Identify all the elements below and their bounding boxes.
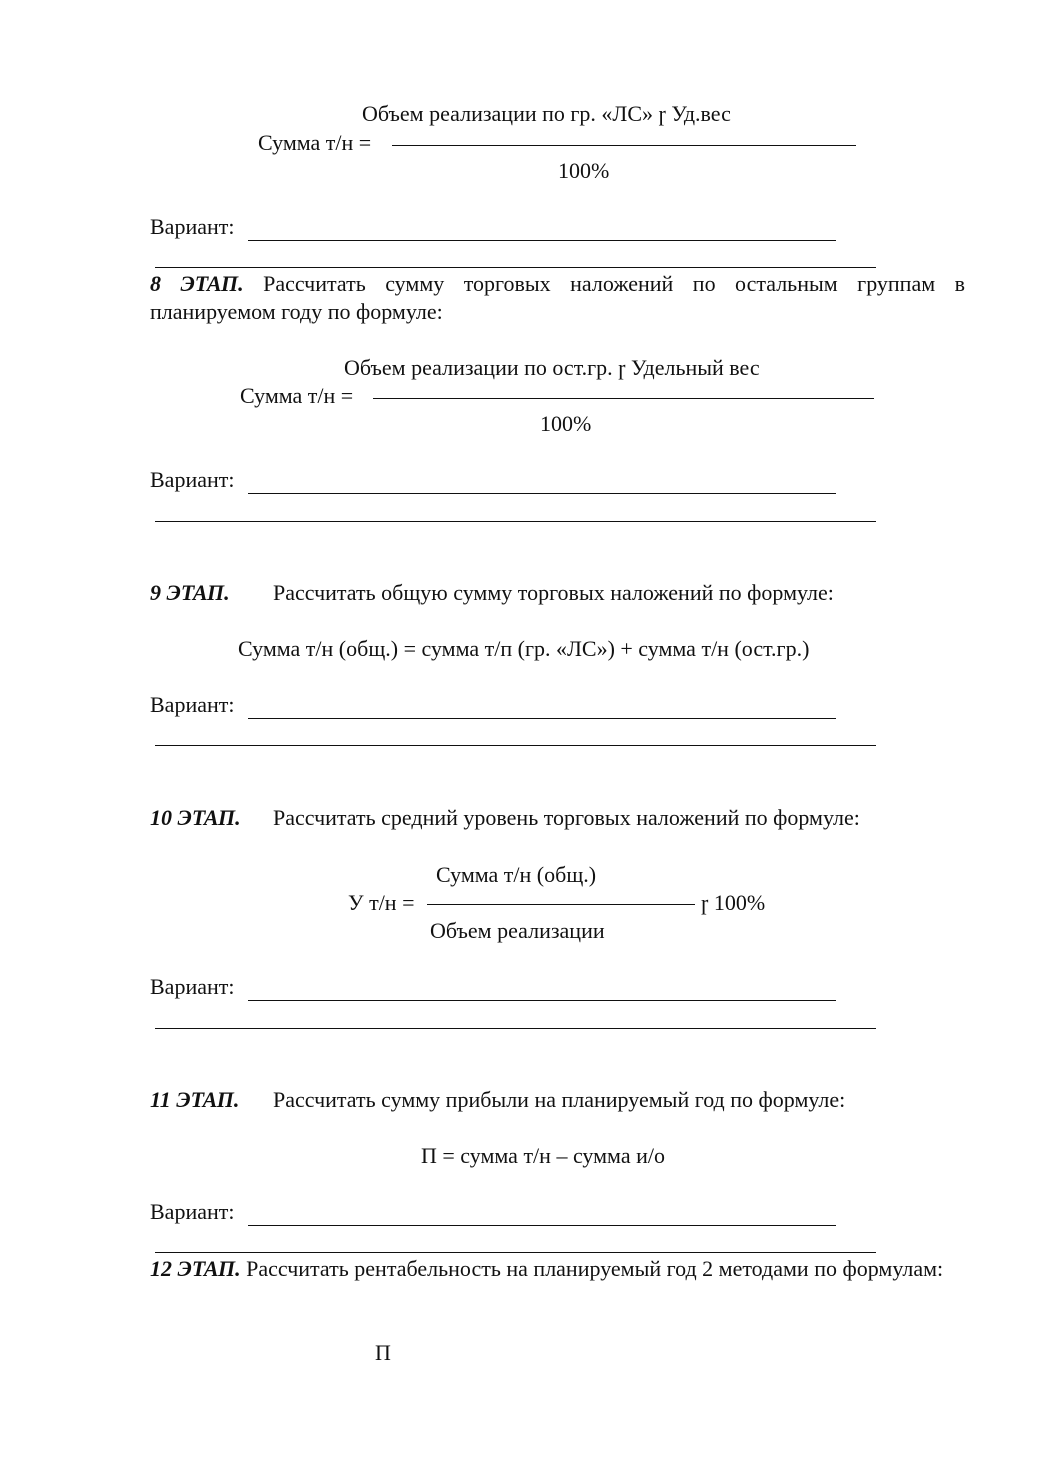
stage-8-text: Рассчитать сумму торговых наложений по остальным группам в планируемом году по формуле: — [150, 271, 965, 324]
stage-9-label: 9 ЭТАП. — [150, 580, 230, 605]
variant-label: Вариант: — [150, 467, 235, 492]
stage-12-paragraph — [150, 1255, 965, 1283]
formula-lhs: Сумма т/н = — [258, 130, 372, 155]
answer-line[interactable] — [155, 1028, 876, 1029]
fraction-bar — [427, 904, 695, 905]
variant-label: Вариант: — [150, 214, 235, 239]
formula-numerator: Объем реализации по ост.гр. ɼ Удельный вес — [344, 355, 760, 380]
formula-suffix: ɼ 100% — [701, 890, 766, 915]
formula-lhs: Сумма т/н = — [240, 383, 354, 408]
stage-9-formula: Сумма т/н (общ.) = сумма т/п (гр. «ЛС») + сумма т/н (ост.гр.) — [238, 636, 810, 661]
answer-line[interactable] — [155, 521, 876, 522]
answer-line[interactable] — [248, 1225, 836, 1226]
variant-label: Вариант: — [150, 974, 235, 999]
stage-9-text: Рассчитать общую сумму торговых наложений по формуле: — [273, 580, 834, 605]
answer-line[interactable] — [248, 493, 836, 494]
formula-lhs: У т/н = — [348, 890, 415, 915]
fraction-bar — [373, 398, 874, 399]
stage-10-label: 10 ЭТАП. — [150, 805, 241, 830]
stage-11-label: 11 ЭТАП. — [150, 1087, 240, 1112]
answer-line[interactable] — [155, 1252, 876, 1253]
formula-numerator: Объем реализации по гр. «ЛС» ɼ Уд.вес — [362, 101, 731, 126]
formula-denominator: 100% — [540, 411, 592, 436]
variant-label: Вариант: — [150, 692, 235, 717]
answer-line[interactable] — [248, 1000, 836, 1001]
answer-line[interactable] — [248, 718, 836, 719]
formula-denominator: Объем реализации — [430, 918, 605, 943]
stage-11-formula: П = сумма т/н – сумма и/о — [421, 1143, 665, 1168]
formula-numerator: Сумма т/н (общ.) — [436, 862, 597, 887]
stage-8-paragraph — [150, 270, 965, 326]
answer-line[interactable] — [155, 267, 876, 268]
stage-10-text: Рассчитать средний уровень торговых наложений по формуле: — [273, 805, 860, 830]
fraction-bar — [392, 145, 856, 146]
stage-8-label: 8 ЭТАП. — [150, 271, 244, 296]
formula-denominator: 100% — [558, 158, 610, 183]
answer-line[interactable] — [155, 745, 876, 746]
stage-12-label: 12 ЭТАП. — [150, 1256, 241, 1281]
variant-label: Вариант: — [150, 1199, 235, 1224]
answer-line[interactable] — [248, 240, 836, 241]
stage-12-text: Рассчитать рентабельность на планируемый год 2 методами по формулам: — [246, 1256, 944, 1281]
stage-11-text: Рассчитать сумму прибыли на планируемый год по формуле: — [273, 1087, 846, 1112]
formula-numerator: П — [375, 1340, 391, 1365]
